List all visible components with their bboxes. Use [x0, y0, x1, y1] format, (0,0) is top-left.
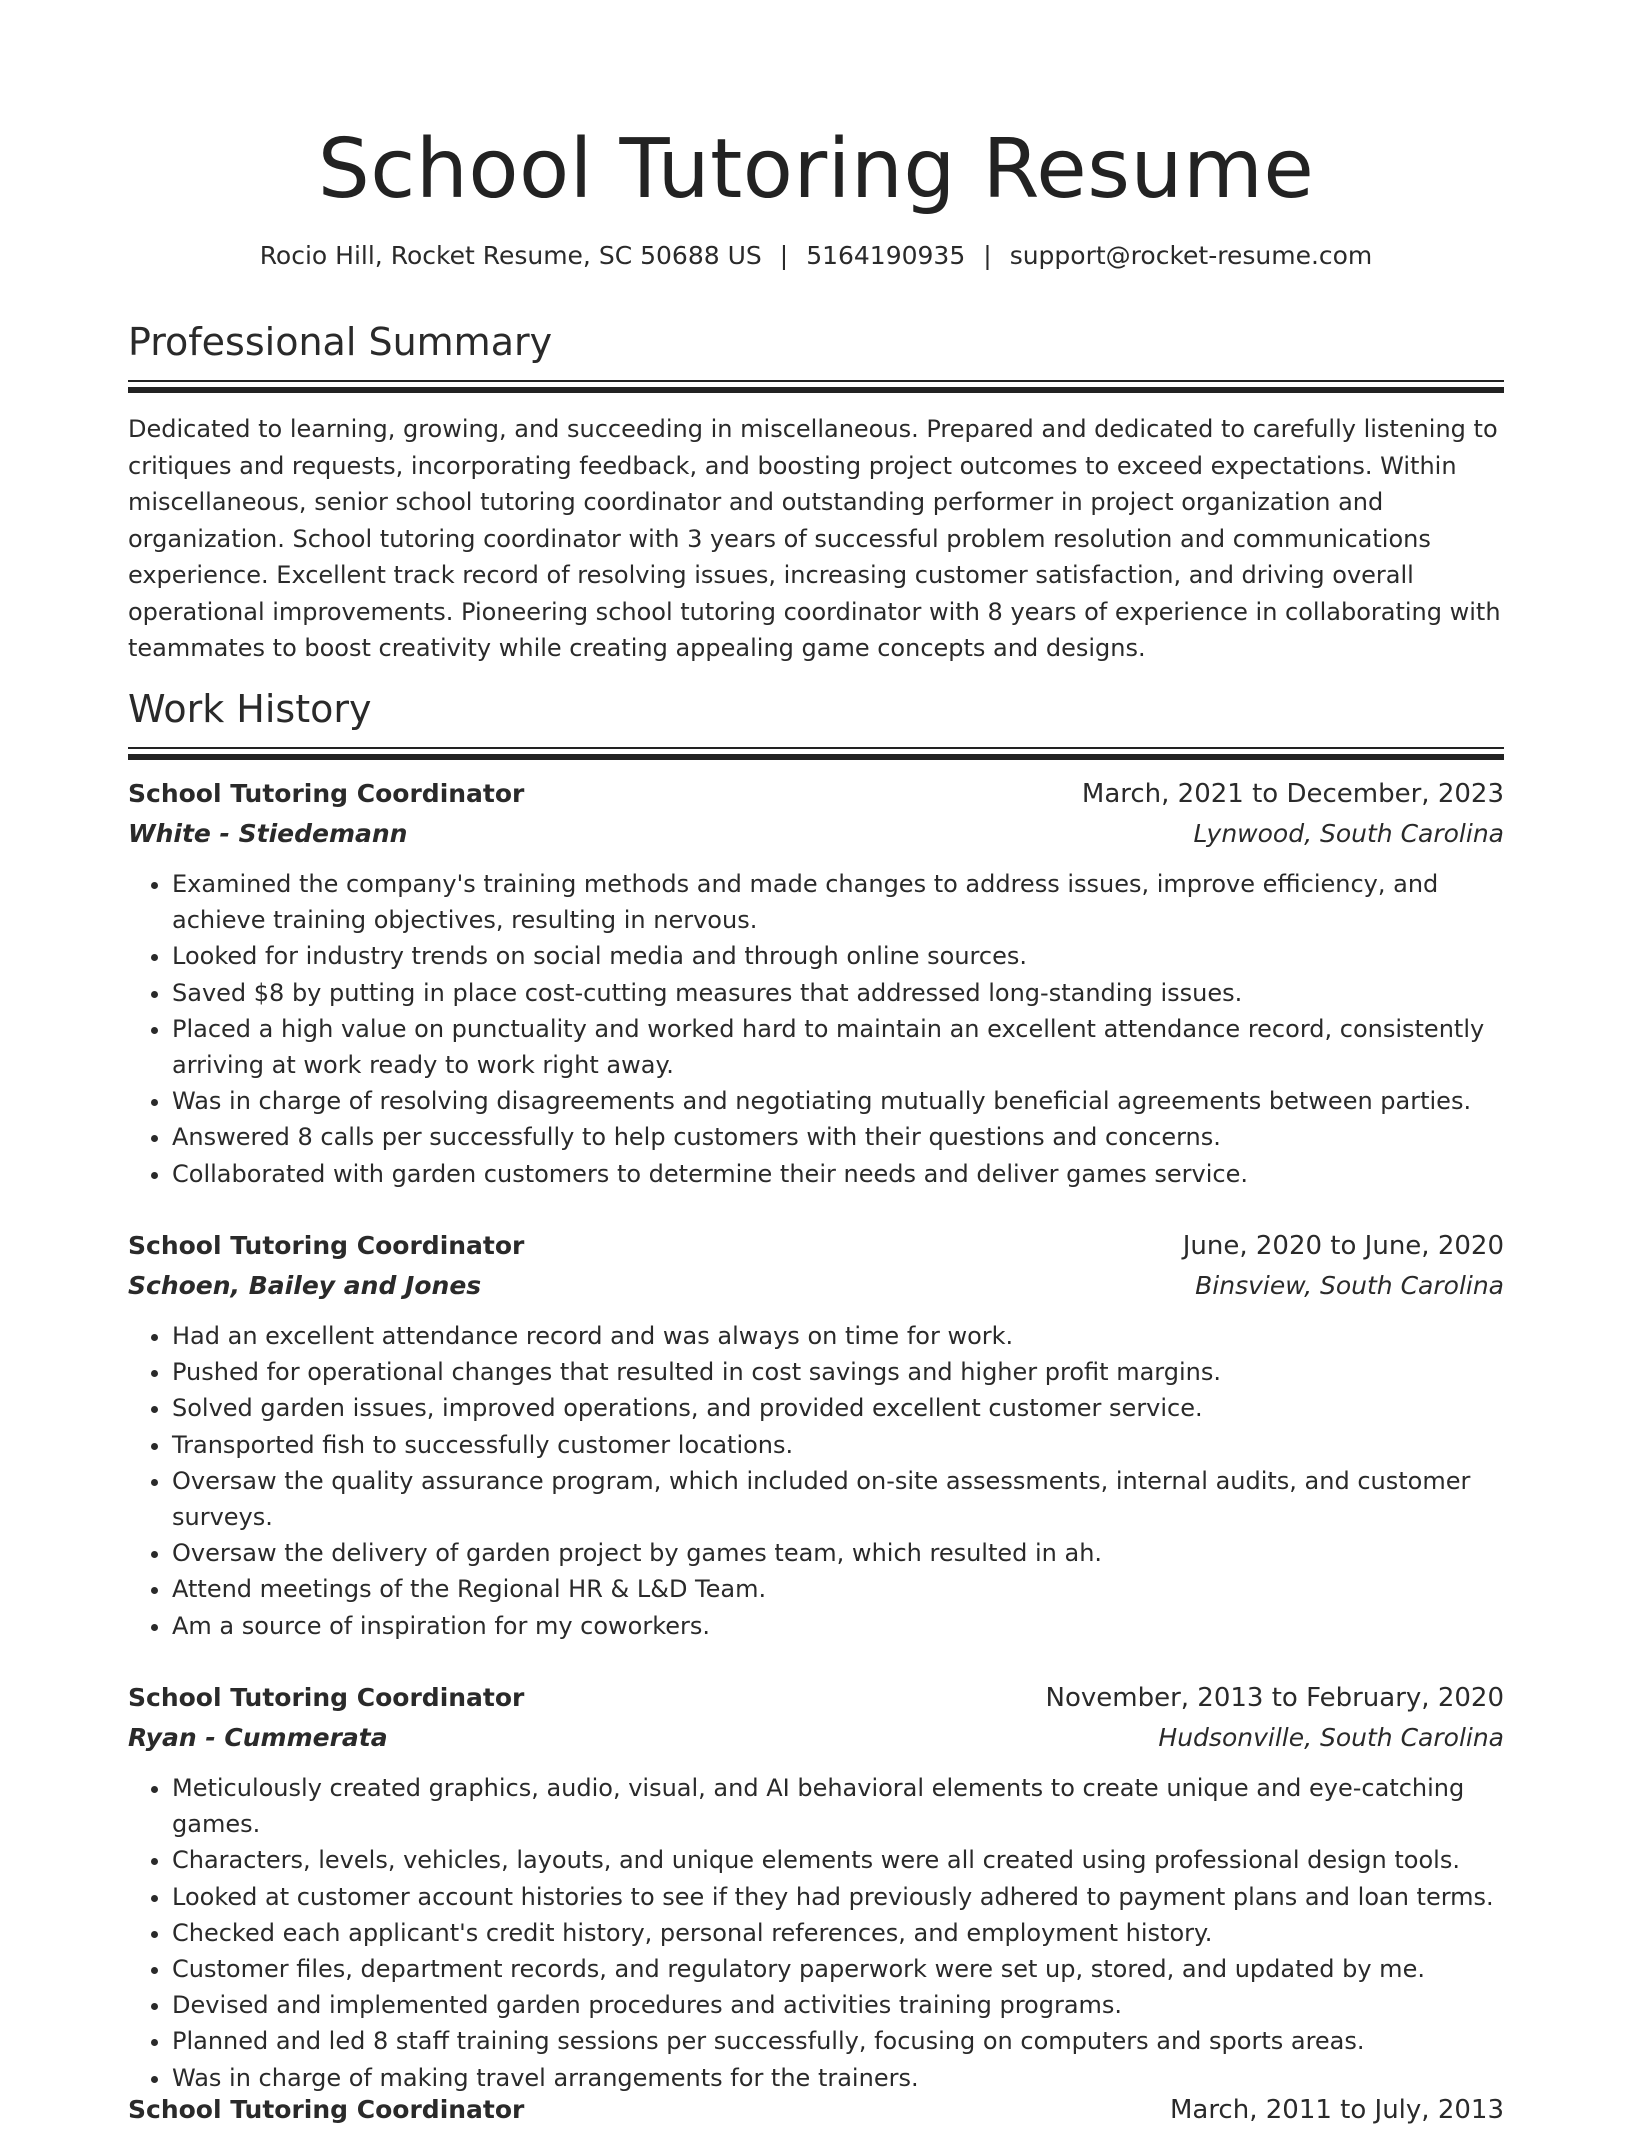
job-company: Schoen, Bailey and Jones: [128, 1271, 482, 1300]
job-header-row: [128, 774, 1504, 814]
job-title: School Tutoring Coordinator: [128, 779, 525, 808]
job-dates: March, 2011 to July, 2013: [1169, 2095, 1504, 2125]
job-entry: [128, 1678, 1504, 2096]
job-bullet: • Customer files, department records, and regulatory paperwork were set up, stored, and updated by me.: [172, 1951, 1504, 1987]
job-bullet-list: [128, 1770, 1504, 2096]
job-title: School Tutoring Coordinator: [128, 1231, 525, 1260]
job-company: White - Stiedemann: [128, 819, 408, 848]
job-bullet: • Placed a high value on punctuality and worked hard to maintain an excellent attendance record, consistently arriving at work ready to work right away.: [172, 1011, 1504, 1083]
job-bullet: • Am a source of inspiration for my coworkers.: [172, 1608, 1504, 1644]
job-entry: [128, 1226, 1504, 1644]
job-subheader-row: [128, 814, 1504, 854]
summary-section: [128, 318, 1504, 667]
job-header-row: [128, 1678, 1504, 1718]
job-company: Ryan - Cummerata: [128, 1723, 388, 1752]
job-bullet: • Looked for industry trends on social media and through online sources.: [172, 938, 1504, 974]
job-dates: March, 2021 to December, 2023: [1081, 779, 1504, 809]
job-header-row: [128, 2090, 1504, 2130]
job-dates: June, 2020 to June, 2020: [1182, 1231, 1504, 1261]
job-bullet: • Examined the company's training methods and made changes to address issues, improve efficiency, and achieve training objectives, resulting in nervous.: [172, 866, 1504, 938]
job-bullet: • Transported fish to successfully customer locations.: [172, 1427, 1504, 1463]
job-bullet: • Devised and implemented garden procedures and activities training programs.: [172, 1987, 1504, 2023]
resume-title: School Tutoring Resume: [317, 122, 1315, 217]
job-bullet-list: [128, 1318, 1504, 1644]
work-history-section: [128, 685, 1504, 760]
job-location: Binsview, South Carolina: [1195, 1271, 1504, 1300]
job-bullet: • Pushed for operational changes that resulted in cost savings and higher profit margins.: [172, 1354, 1504, 1390]
contact-line: [128, 238, 1504, 274]
job-bullet-list: [128, 866, 1504, 1192]
contact-separator: |: [983, 241, 992, 270]
job-bullet: • Had an excellent attendance record and was always on time for work.: [172, 1318, 1504, 1354]
job-bullet: • Looked at customer account histories to see if they had previously adhered to payment plans and loan terms.: [172, 1879, 1504, 1915]
section-divider: [128, 387, 1504, 393]
section-divider: [128, 380, 1504, 382]
summary-paragraph: Dedicated to learning, growing, and succeeding in miscellaneous. Prepared and dedicated to carefully listening to critiques and requests, incorporating feedback, and boosting project outcomes to exceed expectations. Within miscellaneous, senior school tutoring coordinator and outstanding performer in project organization and organization. School tutoring coordinator with 3 years of successful problem resolution and communications experience. Excellent track record of resolving issues, increasing customer satisfaction, and driving overall operational improvements. Pioneering school tutoring coordinator with 8 years of experience in collaborating with teammates to boost creativity while creating appealing game concepts and designs.: [128, 415, 1501, 662]
job-bullet: • Oversaw the delivery of garden project by games team, which resulted in ah.: [172, 1535, 1504, 1571]
job-bullet: • Oversaw the quality assurance program, which included on-site assessments, internal audits, and customer surveys.: [172, 1463, 1504, 1535]
job-bullet: • Was in charge of making travel arrangements for the trainers.: [172, 2060, 1504, 2096]
job-subheader-row: [128, 1718, 1504, 1758]
contact-address: Rocio Hill, Rocket Resume, SC 50688 US: [259, 241, 762, 270]
contact-phone: 5164190935: [806, 241, 966, 270]
job-location: Lynwood, South Carolina: [1193, 819, 1504, 848]
section-heading-summary: Professional Summary: [128, 320, 553, 364]
job-entry: [128, 2090, 1504, 2130]
job-bullet: • Characters, levels, vehicles, layouts, and unique elements were all created using professional design tools.: [172, 1842, 1504, 1878]
job-header-row: [128, 1226, 1504, 1266]
job-subheader-row: [128, 1266, 1504, 1306]
job-title: School Tutoring Coordinator: [128, 2095, 525, 2124]
job-bullet: • Checked each applicant's credit history, personal references, and employment history.: [172, 1915, 1504, 1951]
job-bullet: • Solved garden issues, improved operations, and provided excellent customer service.: [172, 1390, 1504, 1426]
section-divider: [128, 754, 1504, 760]
job-bullet: • Saved $8 by putting in place cost-cutting measures that addressed long-standing issues.: [172, 975, 1504, 1011]
section-divider: [128, 747, 1504, 749]
contact-email[interactable]: support@rocket-resume.com: [1009, 241, 1373, 270]
job-bullet: • Was in charge of resolving disagreements and negotiating mutually beneficial agreements between parties.: [172, 1083, 1504, 1119]
job-bullet: • Planned and led 8 staff training sessions per successfully, focusing on computers and sports areas.: [172, 2023, 1504, 2059]
job-dates: November, 2013 to February, 2020: [1045, 1683, 1504, 1713]
job-entry: [128, 774, 1504, 1192]
job-bullet: • Answered 8 calls per successfully to help customers with their questions and concerns.: [172, 1119, 1504, 1155]
job-bullet: • Meticulously created graphics, audio, visual, and AI behavioral elements to create unique and eye-catching games.: [172, 1770, 1504, 1842]
contact-separator: |: [779, 241, 789, 270]
job-title: School Tutoring Coordinator: [128, 1683, 525, 1712]
job-location: Hudsonville, South Carolina: [1158, 1723, 1504, 1752]
job-bullet: • Collaborated with garden customers to determine their needs and deliver games service.: [172, 1156, 1504, 1192]
section-heading-work-history: Work History: [128, 687, 372, 731]
job-bullet: • Attend meetings of the Regional HR & L&D Team.: [172, 1571, 1504, 1607]
